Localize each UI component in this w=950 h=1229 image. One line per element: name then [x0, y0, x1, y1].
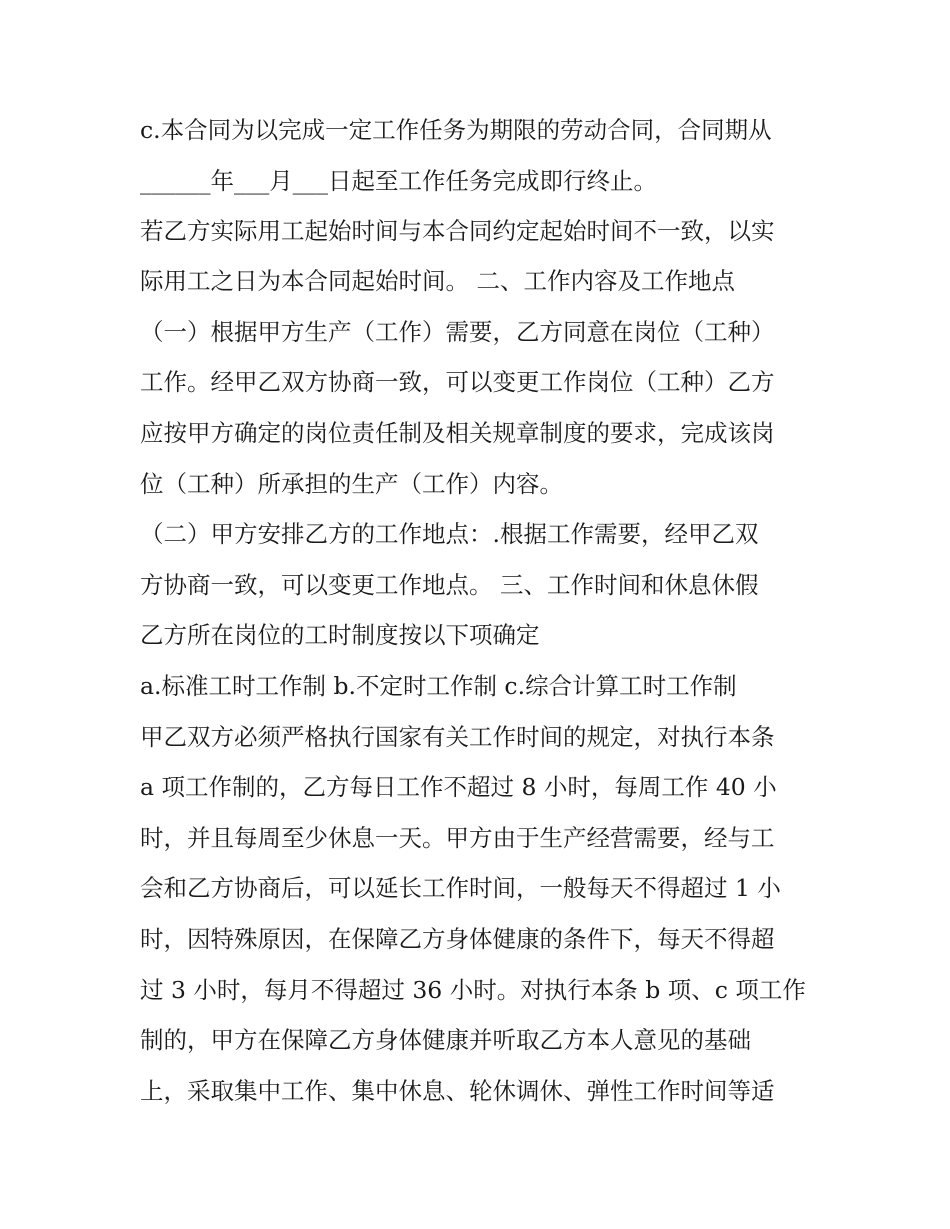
text-line: 际用工之日为本合同起始时间。 二、工作内容及工作地点	[140, 267, 735, 295]
text-line: 会和乙方协商后，可以延长工作时间，一般每天不得超过 1 小	[140, 874, 781, 902]
text-line: 乙方所在岗位的工时制度按以下项确定	[140, 621, 540, 649]
text-line: （一）根据甲方生产（工作）需要，乙方同意在岗位（工种）	[140, 318, 775, 346]
text-line: c.本合同为以完成一定工作任务为期限的劳动合同，合同期从	[140, 116, 772, 144]
text-line: 工作。经甲乙双方协商一致，可以变更工作岗位（工种）乙方	[140, 368, 775, 396]
text-line: 制的，甲方在保障乙方身体健康并听取乙方本人意见的基础	[140, 1026, 751, 1054]
text-line: 若乙方实际用工起始时间与本合同约定起始时间不一致，以实	[140, 217, 775, 245]
text-line: 上，采取集中工作、集中休息、轮休调休、弹性工作时间等适	[140, 1077, 775, 1105]
text-line: a 项工作制的，乙方每日工作不超过 8 小时，每周工作 40 小	[140, 773, 777, 801]
text-line: 时，因特殊原因，在保障乙方身体健康的条件下，每天不得超	[140, 925, 775, 953]
text-line: 过 3 小时，每月不得超过 36 小时。对执行本条 b 项、c 项工作	[140, 976, 806, 1004]
text-line: 甲乙双方必须严格执行国家有关工作时间的规定，对执行本条	[140, 723, 775, 751]
text-line: 时，并且每周至少休息一天。甲方由于生产经营需要，经与工	[140, 824, 775, 852]
text-line: ______年___月___日起至工作任务完成即行终止。	[140, 167, 657, 195]
text-line: （二）甲方安排乙方的工作地点：.根据工作需要，经甲乙双	[140, 520, 759, 548]
text-line: 应按甲方确定的岗位责任制及相关规章制度的要求，完成该岗	[140, 419, 775, 447]
text-line: 位（工种）所承担的生产（工作）内容。	[140, 470, 563, 498]
text-line: 方协商一致，可以变更工作地点。 三、工作时间和休息休假	[140, 571, 759, 599]
text-line: a.标准工时工作制 b.不定时工作制 c.综合计算工时工作制	[140, 672, 737, 700]
